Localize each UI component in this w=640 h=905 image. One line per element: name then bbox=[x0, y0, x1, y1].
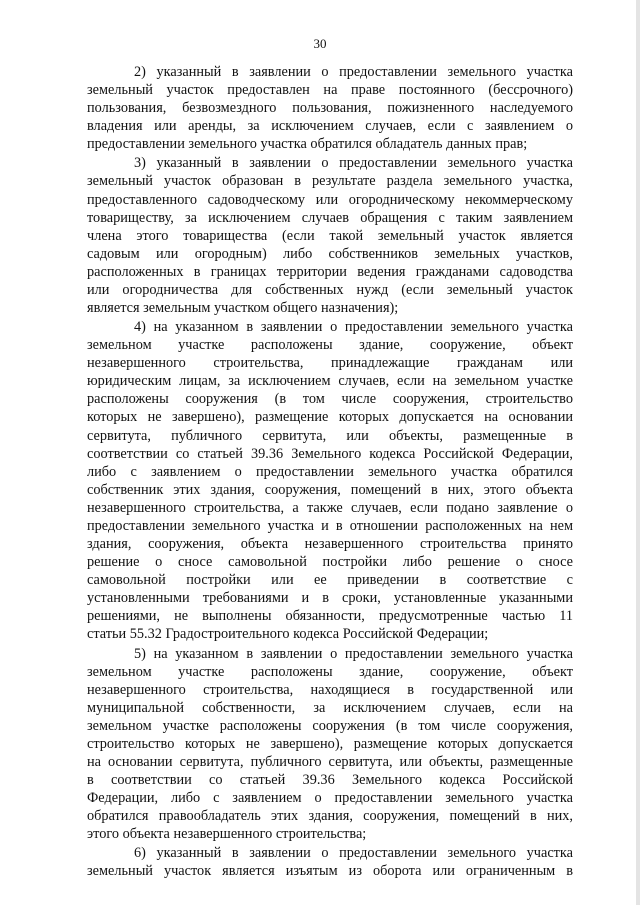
text-line: земельный участок является изъятым из оборота или ограниченным в bbox=[87, 863, 573, 880]
paragraph-item-2 bbox=[87, 63, 573, 153]
text-line: решение о сносе самовольной постройки либо решение о сносе bbox=[87, 554, 573, 571]
text-line: земельный участок образован в результате раздела земельного участка, bbox=[87, 173, 573, 190]
text-line: в соответствии со статьей 39.36 Земельного кодекса Российской bbox=[87, 772, 573, 789]
text-line: предоставлении земельного участка и в отношении расположенных на нем bbox=[87, 517, 573, 534]
text-line: либо с заявлением о предоставлении земельного участка обратился bbox=[87, 463, 573, 480]
text-line: 6) указанный в заявлении о предоставлении земельного участка bbox=[134, 845, 573, 862]
text-line: муниципальной собственности, за исключением случаев, если на bbox=[87, 699, 573, 716]
text-line: незавершенного строительства, принадлежащие гражданам или bbox=[87, 355, 573, 372]
text-line: расположенных в границах территории ведения гражданами садоводства bbox=[87, 263, 573, 280]
paragraph-item-3 bbox=[87, 154, 573, 317]
text-line: пользования, безвозмездного пользования, пожизненного наследуемого bbox=[87, 100, 573, 117]
text-line: 3) указанный в заявлении о предоставлении земельного участка bbox=[134, 155, 573, 172]
text-line: земельном участке расположены здание, сооружение, объект bbox=[87, 663, 573, 680]
text-line: незавершенного строительства, а также случаев, если подано заявление о bbox=[87, 499, 573, 516]
page-number: 30 bbox=[313, 36, 327, 51]
document-body bbox=[87, 63, 573, 882]
text-line: обратился правообладатель этих здания, сооружения, помещений в них, bbox=[87, 808, 573, 825]
text-line: статьи 55.32 Градостроительного кодекса Российской Федерации; bbox=[87, 626, 489, 643]
text-line: которых не завершено), размещение которых допускается на основании bbox=[87, 409, 573, 426]
scan-edge-shadow bbox=[636, 0, 640, 905]
text-line: владения или аренды, за исключением случаев, если с заявлением о bbox=[87, 118, 573, 135]
text-line: садовым или огородным) либо собственников земельных участков, bbox=[87, 245, 573, 262]
text-line: решениями, не выполнены обязанности, предусмотренные частью 11 bbox=[87, 608, 573, 625]
text-line: здания, сооружения, объекта незавершенного строительства принято bbox=[87, 536, 573, 553]
text-line: сервитута, публичного сервитута, или объекты, размещенные в bbox=[87, 427, 573, 444]
text-line: незавершенного строительства, находящиеся в государственной или bbox=[87, 681, 573, 698]
text-line: земельный участок предоставлен на праве постоянного (бессрочного) bbox=[87, 82, 573, 99]
text-line: юридическим лицам, за исключением случаев, если на земельном участке bbox=[87, 373, 573, 390]
text-line: на основании сервитута, публичного сервитута, или объекты, размещенные bbox=[87, 753, 573, 770]
text-line: товариществу, за исключением случаев обращения с таким заявлением bbox=[87, 209, 573, 226]
paragraph-item-5 bbox=[87, 645, 573, 844]
text-line: 2) указанный в заявлении о предоставлении земельного участка bbox=[134, 64, 573, 80]
text-line: собственник этих здания, сооружения, помещений в них, этого объекта bbox=[87, 481, 573, 498]
text-line: 4) на указанном в заявлении о предоставлении земельного участка bbox=[134, 319, 573, 336]
text-line: соответствии со статьей 39.36 Земельного кодекса Российской Федерации, bbox=[87, 445, 573, 462]
text-line: Федерации, либо с заявлением о предоставлении земельного участка bbox=[87, 790, 573, 807]
text-line: установленными требованиями и в сроки, установленные указанными bbox=[87, 590, 573, 607]
text-line: является земельным участком общего назначения); bbox=[87, 300, 399, 317]
paragraph-item-6 bbox=[87, 844, 573, 880]
text-line: предоставлении земельного участка обратился обладатель данных прав; bbox=[87, 136, 528, 153]
paragraph-item-4 bbox=[87, 318, 573, 643]
text-line: земельном участке расположены здание, сооружение, объект bbox=[87, 337, 573, 354]
text-line: земельном участке расположены сооружения (в том числе сооружения, bbox=[87, 717, 573, 734]
text-line: самовольной постройки или ее приведении в соответствие с bbox=[87, 572, 573, 589]
text-line: расположены сооружения (в том числе сооружения, строительство bbox=[87, 391, 573, 408]
text-line: или огородничества для собственных нужд (если земельный участок bbox=[87, 281, 573, 298]
text-line: этого объекта незавершенного строительства; bbox=[87, 826, 367, 843]
text-line: предоставленного садоводческому или огородническому некоммерческому bbox=[87, 191, 573, 208]
text-line: члена этого товарищества (если такой земельный участок является bbox=[87, 227, 573, 244]
text-line: 5) на указанном в заявлении о предоставлении земельного участка bbox=[134, 645, 573, 662]
text-line: строительство которых не завершено), размещение которых допускается bbox=[87, 735, 573, 752]
